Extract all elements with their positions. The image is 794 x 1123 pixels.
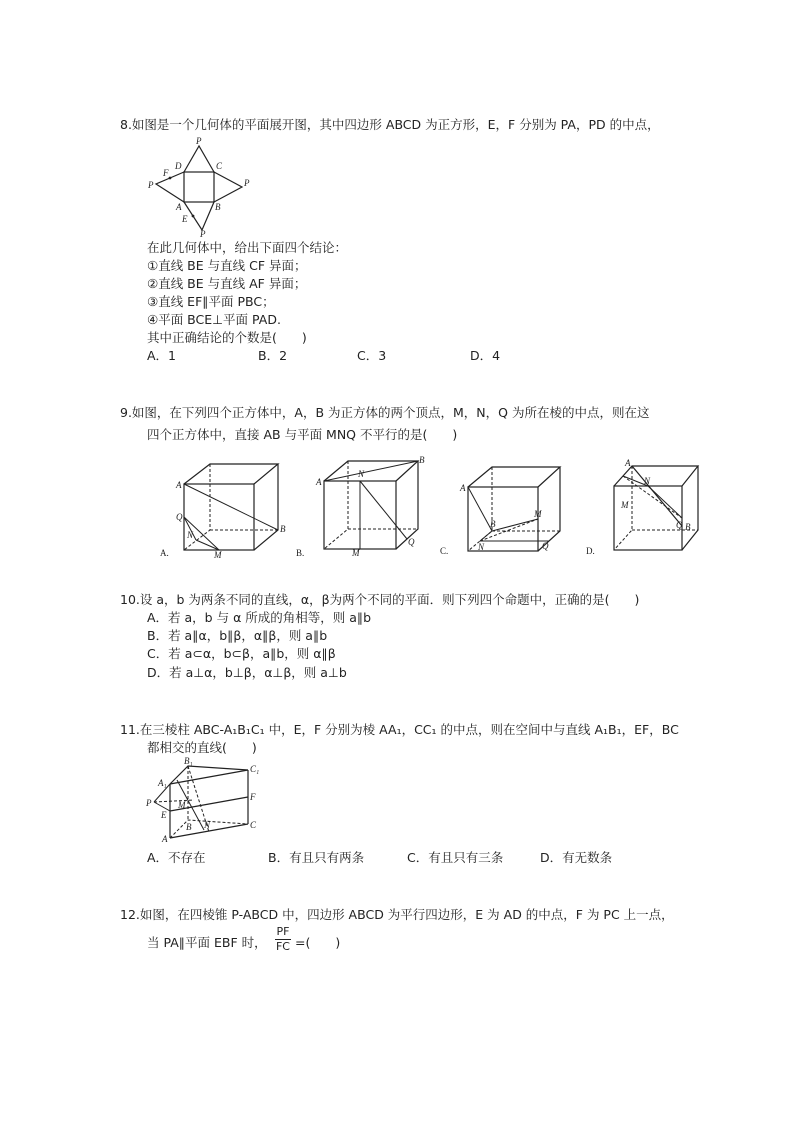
q12-line2-suffix: =( ) bbox=[295, 935, 341, 950]
q11-option-b[interactable]: B．有且只有两条 bbox=[268, 850, 365, 865]
q9b-label-B: B bbox=[419, 455, 425, 465]
q9-fig-label-b: B. bbox=[296, 548, 305, 558]
q11-label-F: F bbox=[250, 792, 256, 802]
q9d-label-B: B bbox=[685, 522, 691, 532]
q8-conclusion-1: ①直线 BE 与直线 CF 异面； bbox=[147, 258, 307, 273]
q8-option-b[interactable]: B．2 bbox=[258, 348, 288, 363]
q8-stem: 8.如图是一个几何体的平面展开图，其中四边形 ABCD 为正方形，E，F 分别为 PA，PD 的中点， bbox=[120, 117, 660, 132]
q10-option-c[interactable]: C．若 a⊂α，b⊂β，a∥b，则 α∥β bbox=[147, 646, 336, 661]
q11-label-B1: B₁ bbox=[184, 756, 193, 766]
q8-label-D: D bbox=[175, 161, 182, 171]
q11-label-E: E bbox=[161, 810, 167, 820]
q9c-label-Q: Q bbox=[542, 541, 549, 551]
q9a-label-Q: Q bbox=[176, 512, 183, 522]
q8-label-P-right: P bbox=[244, 178, 250, 188]
q11-line1: 11.在三棱柱 ABC-A₁B₁C₁ 中，E，F 分别为棱 AA₁，CC₁ 的中点，则在空间中与直线 A₁B₁，EF，BC bbox=[120, 722, 679, 737]
q8-conclusion-4: ④平面 BCE⊥平面 PAD. bbox=[147, 312, 281, 327]
q8-conclusion-3: ③直线 EF∥平面 PBC； bbox=[147, 294, 275, 309]
q9-line2: 四个正方体中，直接 AB 与平面 MNQ 不平行的是( ) bbox=[147, 427, 458, 442]
q8-conclusion-2: ②直线 BE 与直线 AF 异面； bbox=[147, 276, 307, 291]
q8-net-figure bbox=[146, 136, 256, 239]
q11-label-M: M bbox=[178, 800, 186, 810]
q9b-label-N: N bbox=[358, 469, 365, 479]
q12-line2-prefix: 当 PA∥平面 EBF 时， bbox=[147, 935, 267, 950]
q11-option-c[interactable]: C．有且只有三条 bbox=[407, 850, 504, 865]
q11-prism-figure bbox=[144, 756, 264, 842]
q11-line2: 都相交的直线( ) bbox=[147, 740, 257, 755]
q12-fraction bbox=[272, 926, 294, 953]
q11-option-d[interactable]: D．有无数条 bbox=[540, 850, 613, 865]
q8-label-A: A bbox=[176, 202, 182, 212]
q9b-label-A: A bbox=[316, 477, 322, 487]
q8-label-C: C bbox=[216, 161, 223, 171]
q9d-label-A: A bbox=[625, 458, 631, 468]
q10-stem: 10.设 a，b 为两条不同的直线，α，β为两个不同的平面．则下列四个命题中，正确的是( ) bbox=[120, 592, 640, 607]
q9-line1: 9.如图，在下列四个正方体中，A，B 为正方体的两个顶点，M，N，Q 为所在棱的中点，则在这 bbox=[120, 405, 650, 420]
q12-line1: 12.如图，在四棱锥 P-ABCD 中，四边形 ABCD 为平行四边形，E 为 AD 的中点，F 为 PC 上一点， bbox=[120, 907, 674, 922]
q11-label-A1: A₁ bbox=[158, 778, 167, 788]
q8-option-a[interactable]: A．1 bbox=[147, 348, 177, 363]
q9a-label-A: A bbox=[176, 480, 182, 490]
q11-label-B: B bbox=[186, 822, 192, 832]
q8-intro: 在此几何体中，给出下面四个结论： bbox=[147, 240, 348, 255]
q10-option-b[interactable]: B．若 a∥α，b∥β，α∥β，则 a∥b bbox=[147, 628, 328, 643]
q9-cube-c bbox=[438, 459, 568, 559]
q9c-label-B: B bbox=[490, 519, 496, 529]
q8-question: 其中正确结论的个数是( ) bbox=[147, 330, 307, 345]
q8-label-F: F bbox=[163, 168, 169, 178]
q9c-label-A: A bbox=[460, 483, 466, 493]
q11-label-A: A bbox=[162, 834, 168, 844]
q9a-label-M: M bbox=[214, 550, 222, 560]
q9d-label-Q: Q bbox=[676, 520, 683, 530]
q10-option-a[interactable]: A．若 a，b 与 α 所成的角相等，则 a∥b bbox=[147, 610, 372, 625]
q9a-label-N: N bbox=[187, 530, 194, 540]
q9-cube-d bbox=[584, 458, 714, 558]
q9-fig-label-c: C. bbox=[440, 546, 449, 556]
q11-label-C1: C₁ bbox=[250, 764, 260, 774]
q8-label-P-left: P bbox=[148, 180, 154, 190]
q9d-label-N: N bbox=[644, 476, 651, 486]
q8-option-d[interactable]: D．4 bbox=[470, 348, 501, 363]
q9b-label-M: M bbox=[352, 548, 360, 558]
q9b-label-Q: Q bbox=[408, 537, 415, 547]
q10-option-d[interactable]: D．若 a⊥α，b⊥β，α⊥β，则 a⊥b bbox=[147, 665, 347, 680]
q8-label-E: E bbox=[182, 214, 188, 224]
q8-option-c[interactable]: C．3 bbox=[357, 348, 387, 363]
q8-label-P-bottom: P bbox=[200, 229, 206, 239]
q9c-label-M: M bbox=[534, 509, 542, 519]
q9a-label-B: B bbox=[280, 524, 286, 534]
q8-label-B: B bbox=[215, 202, 221, 212]
q9-fig-label-a: A. bbox=[160, 548, 169, 558]
q12-fraction-denominator: FC bbox=[275, 940, 290, 953]
q11-option-a[interactable]: A．不存在 bbox=[147, 850, 206, 865]
q11-label-N: N bbox=[204, 820, 211, 830]
q12-fraction-numerator: PF bbox=[276, 925, 290, 938]
q9-cube-b bbox=[294, 455, 424, 558]
q9-fig-label-d: D. bbox=[586, 546, 595, 556]
q11-label-P: P bbox=[146, 798, 152, 808]
q9c-label-N: N bbox=[478, 542, 485, 552]
q9d-label-M: M bbox=[621, 500, 629, 510]
q9-cube-a bbox=[158, 458, 288, 558]
q11-label-C: C bbox=[250, 820, 257, 830]
q8-label-P-top: P bbox=[196, 136, 202, 146]
